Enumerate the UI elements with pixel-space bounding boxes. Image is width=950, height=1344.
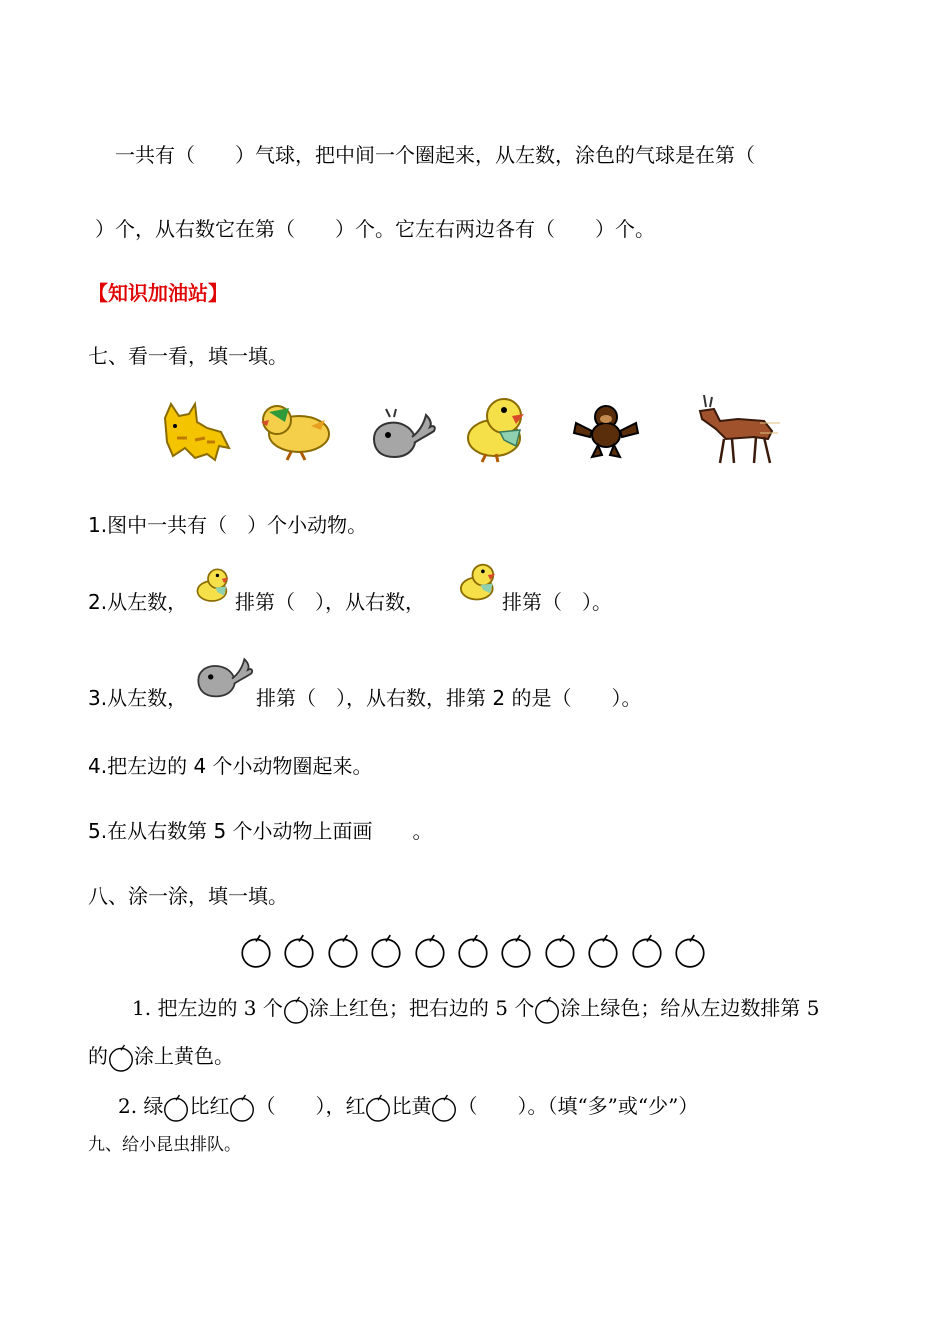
q7-3-a: 3.从左数， [88, 686, 188, 710]
q8-1-e: 涂上黄色。 [134, 1044, 234, 1068]
apple-icon [163, 1093, 189, 1123]
apple-row [240, 933, 720, 969]
apple-icon [283, 933, 315, 969]
q7-2-b: 排第（ ），从右数， [235, 590, 425, 614]
bird-icon [255, 400, 337, 462]
apple-icon [370, 933, 402, 969]
q7-5: 5.在从右数第 5 个小动物上面画 。 [88, 819, 433, 843]
apple-icon [534, 995, 560, 1025]
q8-2-b: 比红 [189, 1094, 230, 1118]
apple-icon [414, 933, 446, 969]
chick-icon [193, 566, 233, 606]
whale-icon [193, 650, 255, 702]
chick-icon [456, 561, 500, 605]
apple-icon [365, 1093, 391, 1123]
apple-icon [631, 933, 663, 969]
knowledge-header: 【知识加油站】 [88, 281, 228, 305]
q8-2-c: （ ），红 [255, 1094, 366, 1118]
apple-icon [431, 1093, 457, 1123]
q8-1-b: 涂上红色；把右边的 5 个 [308, 996, 535, 1020]
apple-icon [240, 933, 272, 969]
section9-title: 九、给小昆虫排队。 [88, 1135, 241, 1155]
q8-2-line [118, 1090, 698, 1123]
apple-icon [500, 933, 532, 969]
q8-1-line1 [132, 992, 819, 1025]
q8-2-e: （ ）。（填“多”或“少”） [457, 1094, 699, 1118]
q8-1-d: 的 [88, 1044, 108, 1068]
apple-icon [544, 933, 576, 969]
apple-icon [587, 933, 619, 969]
apple-icon [457, 933, 489, 969]
cat-icon [155, 398, 235, 466]
q7-2-a: 2.从左数， [88, 590, 188, 614]
section8-title: 八、涂一涂，填一填。 [88, 884, 288, 908]
q7-3-b: 排第（ ），从右数，排第 2 的是（ ）。 [256, 686, 642, 710]
apple-icon [283, 995, 309, 1025]
section7-title: 七、看一看，填一填。 [88, 344, 288, 368]
chick-icon [460, 394, 532, 464]
q7-1: 1.图中一共有（ ）个小动物。 [88, 513, 368, 537]
apple-icon [108, 1043, 134, 1073]
q8-2-a: 2. 绿 [118, 1094, 164, 1118]
whale-icon [368, 405, 438, 463]
q7-4: 4.把左边的 4 个小动物圈起来。 [88, 754, 373, 778]
q7-2-c: 排第（ ）。 [502, 590, 612, 614]
deer-icon [690, 395, 800, 467]
section6-line1: 一共有（ ）气球，把中间一个圈起来，从左数，涂色的气球是在第（ [115, 143, 755, 167]
monkey-icon [570, 403, 642, 459]
q8-1-line2 [88, 1040, 234, 1073]
apple-icon [674, 933, 706, 969]
apple-icon [327, 933, 359, 969]
q8-1-c: 涂上绿色；给从左边数排第 5 [560, 996, 820, 1020]
q8-1-a: 1. 把左边的 3 个 [132, 996, 283, 1020]
apple-icon [229, 1093, 255, 1123]
section6-line2: ）个，从右数它在第（ ）个。它左右两边各有（ ）个。 [95, 217, 655, 241]
q8-2-d: 比黄 [391, 1094, 432, 1118]
